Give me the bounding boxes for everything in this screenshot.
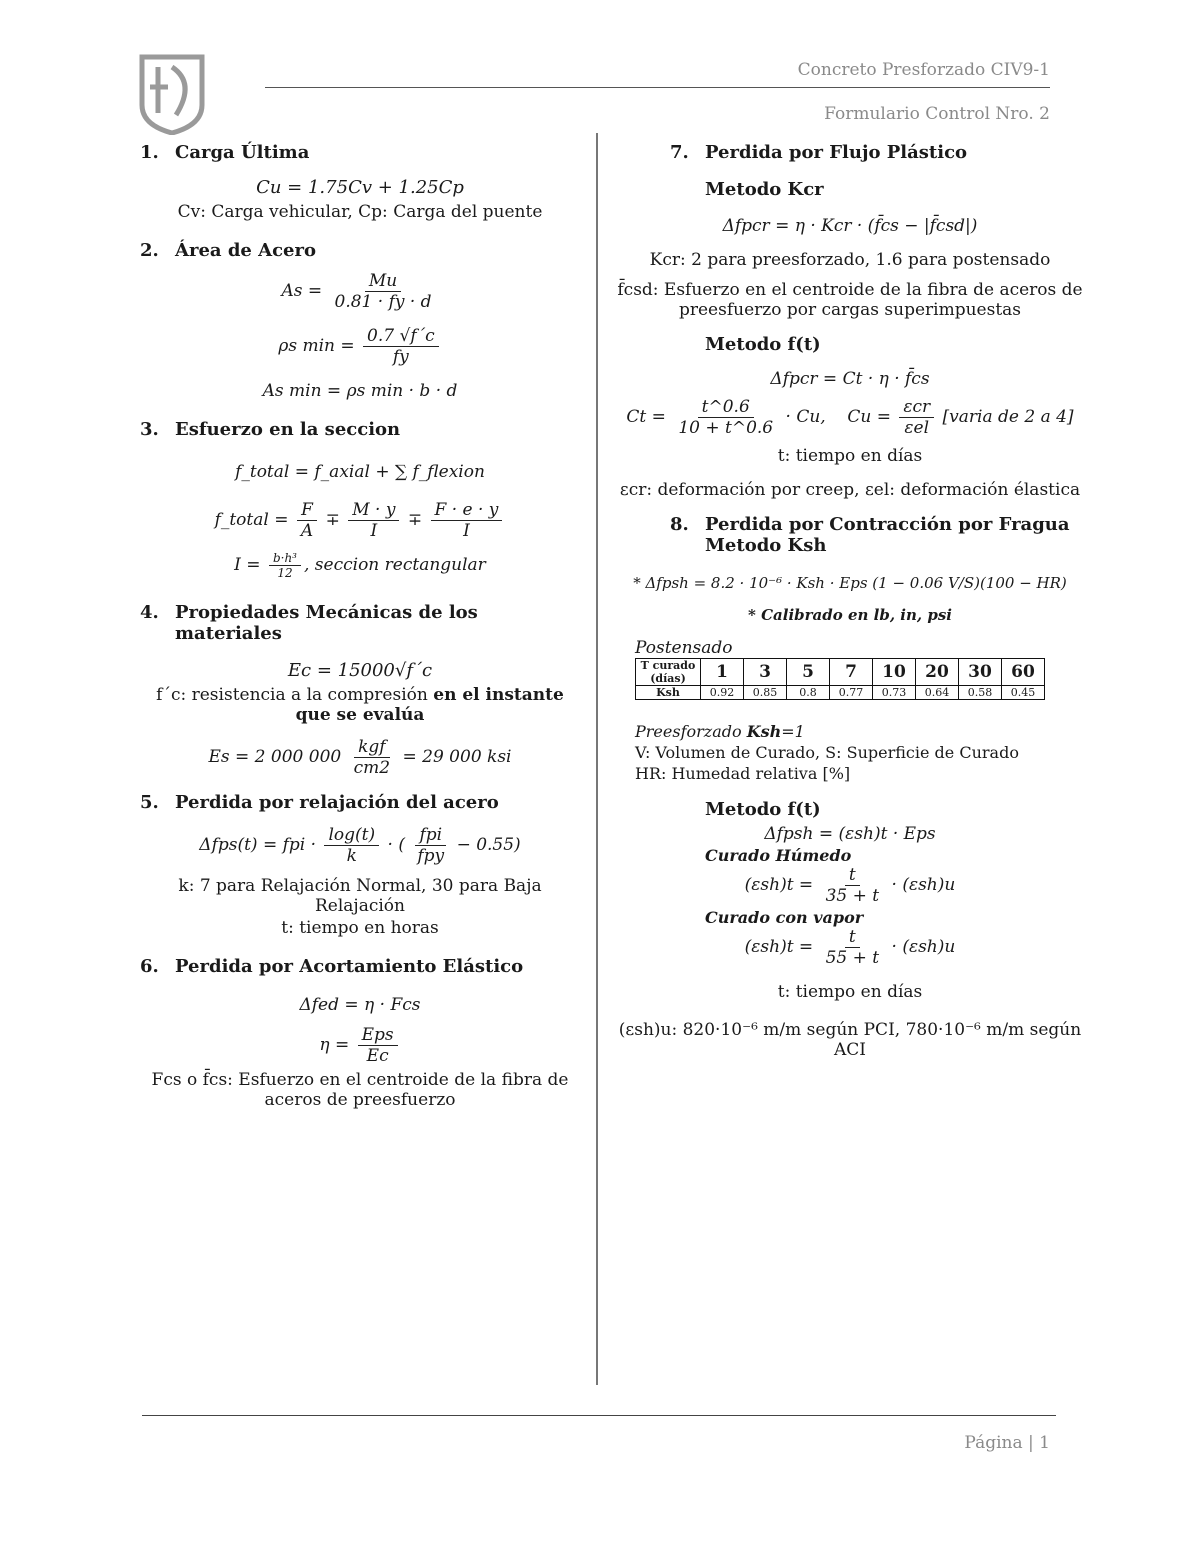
equation: Δfpcr = Ct · η · f̄cs xyxy=(770,369,930,389)
equation: As = $\frac{Mu}{0.81 \cdot fy \cdot d}$ xyxy=(281,271,432,312)
table-header-cell: 10 xyxy=(873,659,916,686)
preesforzado-note: Preesforzado Ksh=1 xyxy=(635,722,805,741)
note: k: 7 para Relajación Normal, 30 para Baja Relajación xyxy=(178,876,542,916)
ksh-table xyxy=(635,658,1045,700)
table-cell: 0.8 xyxy=(787,686,830,700)
table-header-cell: 3 xyxy=(744,659,787,686)
table-header-cell: 1 xyxy=(701,659,744,686)
subheading: Curado Húmedo xyxy=(705,846,852,865)
equation: Ct = $\frac{t\^{}0.6}{10 + t\^{}0.6}$ · Cu, Cu = $\frac{\text{εcr}}{\text{εel}}$ [varia de 2 a 4] xyxy=(626,397,1074,438)
note: HR: Humedad relativa [%] xyxy=(635,764,851,783)
equation: f_total = f_axial + ∑ f_flexion xyxy=(235,462,485,482)
table-cell: 0.85 xyxy=(744,686,787,700)
header-rule xyxy=(265,87,1050,88)
note: V: Volumen de Curado, S: Superficie de Curado xyxy=(635,743,1019,762)
table-caption: Postensado xyxy=(635,638,733,658)
header-title: Concreto Presforzado CIV9-1 xyxy=(797,60,1050,80)
section-heading: 8. Perdida por Contracción por Fragua Metodo Ksh xyxy=(670,514,1070,556)
note: t: tiempo en horas xyxy=(281,918,439,938)
section-heading: 2. Área de Acero xyxy=(140,240,317,261)
note: εcr: deformación por creep, εel: deformación élastica xyxy=(619,480,1081,500)
table-cell: 0.45 xyxy=(1002,686,1045,700)
footer-page: Página | 1 xyxy=(964,1433,1050,1453)
table-header-cell: T curado (días) xyxy=(636,659,701,686)
table-cell: 0.64 xyxy=(916,686,959,700)
section-heading: 4. Propiedades Mecánicas de los materiales xyxy=(140,602,478,644)
note: f̄csd: Esfuerzo en el centroide de la fibra de aceros de preesfuerzo por cargas superimpuestas xyxy=(617,280,1083,320)
column-divider xyxy=(596,133,598,1385)
table-header-cell: 60 xyxy=(1002,659,1045,686)
equation: Δfed = η · Fcs xyxy=(299,995,421,1015)
calibration-note: * Calibrado en lb, in, psi xyxy=(748,606,952,624)
equation: As min = ρs min · b · d xyxy=(262,381,458,401)
section-heading: 1. Carga Última xyxy=(140,142,310,163)
table-header-cell: 7 xyxy=(830,659,873,686)
section-heading: 5. Perdida por relajación del acero xyxy=(140,792,499,813)
equation: η = $\frac{\text{Eps}}{Ec}$ xyxy=(140,1025,580,1066)
note: t: tiempo en días xyxy=(777,446,923,466)
method-label: Metodo f(t) xyxy=(705,799,821,820)
table-header-cell: 30 xyxy=(959,659,1002,686)
subheading: Curado con vapor xyxy=(705,908,864,927)
section-heading: 3. Esfuerzo en la seccion xyxy=(140,419,401,440)
method-label: Metodo Kcr xyxy=(705,179,824,200)
equation: (εsh)t = $\frac{t}{35 + t}$ · (εsh)u xyxy=(744,865,956,906)
table-cell: 0.73 xyxy=(873,686,916,700)
table-cell: Ksh xyxy=(636,686,701,700)
table-header-cell: 20 xyxy=(916,659,959,686)
right-column xyxy=(615,140,1085,1060)
section-heading: 7. Perdida por Flujo Plástico xyxy=(670,142,968,163)
equation: Cu = 1.75Cv + 1.25Cp xyxy=(256,177,464,198)
equation: * Δfpsh = 8.2 · 10⁻⁶ · Ksh · Eps (1 − 0.06 V/S)(100 − HR) xyxy=(633,574,1067,592)
equation: Δfps(t) = fpi · $\frac{\log(t)}{k}$ · ( $\frac{\text{fpi}}{\text{fpy}}$ − 0.55) xyxy=(199,825,521,866)
note: t: tiempo en días xyxy=(777,982,923,1002)
left-column xyxy=(140,140,580,1110)
table-cell: 0.92 xyxy=(701,686,744,700)
method-label: Metodo f(t) xyxy=(705,334,821,355)
table-header-cell: 5 xyxy=(787,659,830,686)
equation: Δfpsh = (εsh)t · Eps xyxy=(764,824,936,844)
equation: Ec = 15000√f´c xyxy=(287,660,433,681)
note: (εsh)u: 820·10⁻⁶ m/m según PCI, 780·10⁻⁶ m/m según ACI xyxy=(618,1020,1082,1060)
table-cell: 0.58 xyxy=(959,686,1002,700)
note: Kcr: 2 para preesforzado, 1.6 para postensado xyxy=(649,250,1051,270)
note: f´c: resistencia a la compresión en el instante que se evalúa xyxy=(156,685,564,725)
table-cell: 0.77 xyxy=(830,686,873,700)
equation: Δfpcr = η · Kcr · (f̄cs − |f̄csd|) xyxy=(722,216,978,236)
equation: f_total = $\frac{F}{A}$ ∓ $\frac{M \cdot y}{I}$ ∓ $\frac{F \cdot e \cdot y}{I}$ xyxy=(140,500,580,541)
equation: ρs min = $\frac{0.7 √f´c}{fy}$ xyxy=(140,326,580,367)
footer-rule xyxy=(142,1415,1056,1416)
note: Fcs o f̄cs: Esfuerzo en el centroide de la fibra de aceros de preesfuerzo xyxy=(151,1070,569,1110)
note: Cv: Carga vehicular, Cp: Carga del puente xyxy=(177,202,543,222)
header-subtitle: Formulario Control Nro. 2 xyxy=(824,104,1050,124)
section-heading: 6. Perdida por Acortamiento Elástico xyxy=(140,956,524,977)
equation: I = $\frac{\text{b·h³}}{12}$ , seccion rectangular xyxy=(234,551,486,580)
equation: (εsh)t = $\frac{t}{55 + t}$ · (εsh)u xyxy=(744,927,956,968)
table-row xyxy=(636,686,1045,700)
table-row xyxy=(636,659,1045,686)
equation: Es = 2 000 000 $\frac{\text{kgf}}{cm2}$ = 29 000 ksi xyxy=(208,737,512,778)
university-logo xyxy=(138,53,206,135)
